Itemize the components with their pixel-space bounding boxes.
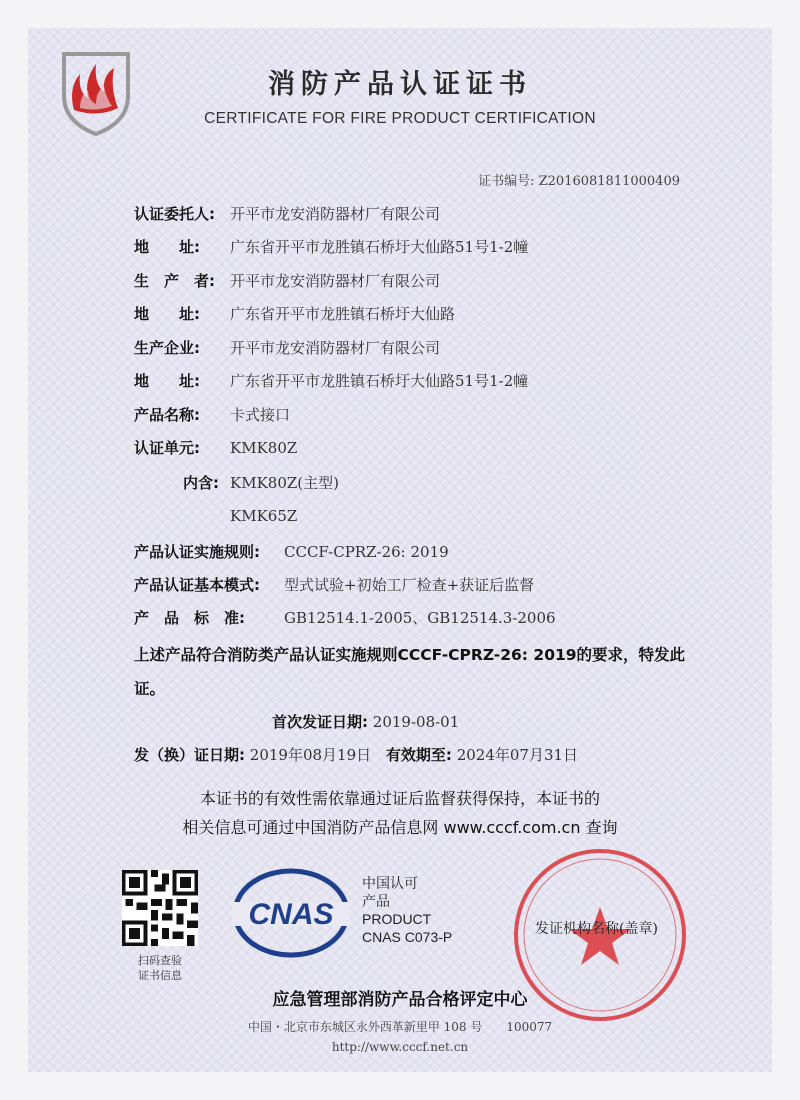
unit-contains-label: 内含: <box>183 474 219 492</box>
cert-no-label: 证书编号: <box>478 174 535 189</box>
field-value: 广东省开平市龙胜镇石桥圩大仙路51号1-2幢 <box>230 372 529 390</box>
unit-contains-row <box>183 472 339 493</box>
field-row <box>134 404 290 425</box>
field-row <box>134 236 528 257</box>
field-value: 开平市龙安消防器材厂有限公司 <box>230 339 441 357</box>
field-value: KMK80Z <box>230 439 298 457</box>
cert-no-value: Z2016081811000409 <box>538 174 680 189</box>
valid-until-label: 有效期至: <box>385 746 452 764</box>
qr-caption-line2: 证书信息 <box>138 969 182 982</box>
issue-date: 2019年08月19日 <box>249 746 372 764</box>
field-row <box>134 437 297 458</box>
issue-date-label: 发（换）证日期: <box>134 746 245 764</box>
rule-value: CCCF-CPRZ-26: 2019 <box>284 543 449 561</box>
unit-model-secondary: KMK65Z <box>230 507 298 525</box>
accreditation-line: CNAS C073-P <box>362 929 453 945</box>
rule-label: 产品认证实施规则: <box>134 543 260 561</box>
field-value: 开平市龙安消防器材厂有限公司 <box>230 205 441 223</box>
issuing-organization: 应急管理部消防产品合格评定中心 <box>272 990 528 1010</box>
field-label: 地 址: <box>134 305 200 323</box>
first-issue-row <box>272 711 459 732</box>
field-label: 认证委托人: <box>134 205 215 223</box>
field-label: 认证单元: <box>134 439 200 457</box>
title-en: CERTIFICATE FOR FIRE PRODUCT CERTIFICATION <box>204 110 596 127</box>
accreditation-line: PRODUCT <box>362 911 432 927</box>
first-issue-date: 2019-08-01 <box>372 713 460 731</box>
certificate-number <box>478 170 680 189</box>
title-cn: 消防产品认证证书 <box>268 69 532 100</box>
organization-website: http://www.cccf.net.cn <box>331 1040 469 1054</box>
field-label: 地 址: <box>134 372 200 390</box>
field-row <box>134 270 440 291</box>
issuer-label: 发证机构名称(盖章) <box>535 921 658 937</box>
rule-row <box>134 574 534 595</box>
field-row <box>134 337 440 358</box>
field-label: 生产企业: <box>134 339 200 357</box>
field-value: 卡式接口 <box>230 406 291 424</box>
rule-label: 产 品 标 准: <box>134 609 245 627</box>
qr-caption-line1: 扫码查验 <box>138 954 182 967</box>
unit-model-row <box>230 507 297 525</box>
field-row <box>134 370 528 391</box>
unit-model-main: KMK80Z(主型) <box>230 474 339 492</box>
valid-until-date: 2024年07月31日 <box>456 746 579 764</box>
organization-address: 中国・北京市东城区永外西革新里甲 108 号 100077 <box>247 1020 553 1034</box>
rule-value: 型式试验+初始工厂检查+获证后监督 <box>284 576 535 594</box>
rule-label: 产品认证基本模式: <box>134 576 260 594</box>
validity-notice-line2: 相关信息可通过中国消防产品信息网 www.cccf.com.cn 查询 <box>182 818 618 837</box>
field-row <box>134 203 440 224</box>
field-row <box>134 303 455 324</box>
cnas-logo-text: CNAS <box>248 898 334 931</box>
accreditation-line: 中国认可 <box>362 875 418 891</box>
issue-date-row <box>134 744 578 765</box>
validity-notice-line1: 本证书的有效性需依靠通过证后监督获得保持，本证书的 <box>199 789 600 808</box>
qr-code-icon <box>122 870 198 946</box>
field-value: 广东省开平市龙胜镇石桥圩大仙路51号1-2幢 <box>230 238 529 256</box>
cnas-logo-icon <box>232 868 350 958</box>
first-issue-label: 首次发证日期: <box>272 713 368 731</box>
accreditation-line: 产品 <box>362 893 390 909</box>
field-value: 开平市龙安消防器材厂有限公司 <box>230 272 441 290</box>
field-label: 地 址: <box>134 238 200 256</box>
field-label: 产品名称: <box>134 406 200 424</box>
accreditation-block <box>362 874 452 946</box>
compliance-statement: 上述产品符合消防类产品认证实施规则CCCF-CPRZ-26: 2019的要求，特发此证。 <box>134 646 686 698</box>
rule-value: GB12514.1-2005、GB12514.3-2006 <box>284 609 556 627</box>
rule-row <box>134 541 449 562</box>
field-label: 生 产 者: <box>134 272 215 290</box>
rule-row <box>134 607 556 628</box>
field-value: 广东省开平市龙胜镇石桥圩大仙路 <box>230 305 456 323</box>
